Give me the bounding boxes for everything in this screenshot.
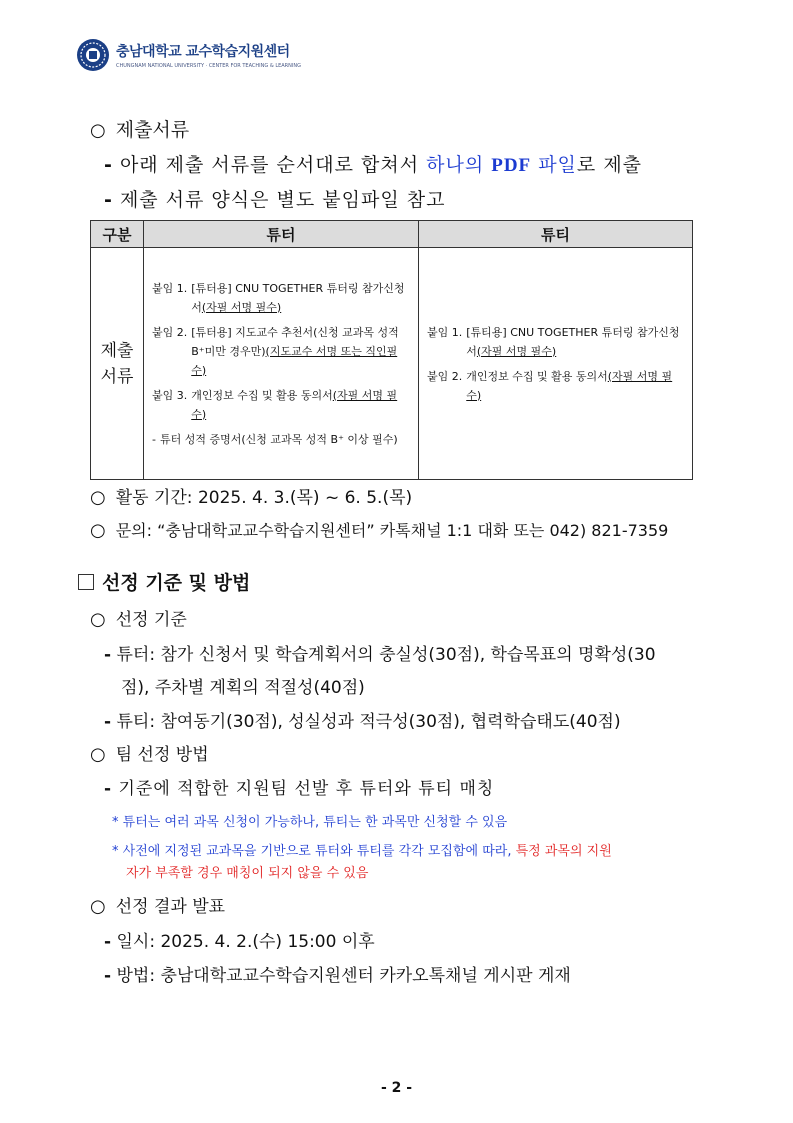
page-number: - 2 - xyxy=(380,1080,413,1096)
list-item: 붙임 3. 개인정보 수집 및 활용 동의서(자필 서명 필수) xyxy=(152,388,398,421)
criteria-heading-line: ○ 선정 기준 xyxy=(90,609,187,630)
section-title: 선정 기준 및 방법 xyxy=(102,572,251,594)
list-item: - 튜터 성적 증명서(신청 교과목 성적 B⁺ 이상 필수) xyxy=(152,432,398,446)
team-heading-line: ○ 팀 선정 방법 xyxy=(90,744,209,765)
result-heading: 선정 결과 발표 xyxy=(115,897,226,917)
result-method-line: - 방법: 충남대학교교수학습지원센터 카카오톡채널 게시판 게재 xyxy=(104,966,571,986)
note-2-continued: 자가 부족할 경우 매칭이 되지 않을 수 있음 xyxy=(126,866,369,881)
col-header-tutee: 튜티 xyxy=(419,221,693,248)
submission-table xyxy=(90,220,693,480)
university-emblem-icon xyxy=(76,38,110,72)
tutor-criteria-line-2: 점), 주차별 계획의 적절성(40점) xyxy=(121,678,365,698)
contact-line: ○ 문의: “충남대학교교수학습지원센터” 카톡채널 1:1 대화 또는 042) 821-7359 xyxy=(90,520,669,541)
team-line: - 기준에 적합한 지원팀 선발 후 튜터와 튜티 매칭 xyxy=(104,779,495,799)
tutee-criteria-line: - 튜티: 참여동기(30점), 성실성과 적극성(30점), 협력학습태도(40점) xyxy=(104,712,621,732)
contact-info: 문의: “충남대학교교수학습지원센터” 카톡채널 1:1 대화 또는 042) 821-7359 xyxy=(115,521,669,540)
list-item: 붙임 2. [튜터용] 지도교수 추천서(신청 교과목 성적 B⁺미만 경우만)(지도교수 서명 또는 직인필수) xyxy=(152,325,399,377)
tutor-criteria-line-1: - 튜터: 참가 신청서 및 학습계획서의 충실성(30점), 학습목표의 명확성(30 xyxy=(104,645,656,665)
submission-line-2: - 제출 서류 양식은 별도 붙임파일 참고 xyxy=(104,189,446,211)
activity-period-line: ○ 활동 기간: 2025. 4. 3.(목) ~ 6. 5.(목) xyxy=(90,487,413,508)
tutor-documents-cell xyxy=(144,248,419,480)
note-1: * 튜터는 여러 과목 신청이 가능하나, 튜티는 한 과목만 신청할 수 있음 xyxy=(112,815,508,830)
col-header-category: 구분 xyxy=(91,221,144,248)
row-label: 제출 서류 xyxy=(91,248,144,480)
section-title-line xyxy=(78,568,250,595)
submission-heading: 제출서류 xyxy=(115,119,190,141)
list-item: 붙임 1. [튜터용] CNU TOGETHER 튜터링 참가신청서(자필 서명 필수) xyxy=(152,281,405,314)
criteria-heading: 선정 기준 xyxy=(115,610,187,630)
circle-bullet: ○ xyxy=(90,120,106,141)
tutee-documents-cell xyxy=(419,248,693,480)
col-header-tutor: 튜터 xyxy=(144,221,419,248)
result-heading-line: ○ 선정 결과 발표 xyxy=(90,896,226,917)
header-logo xyxy=(76,38,301,72)
list-item: 붙임 2. 개인정보 수집 및 활용 동의서(자필 서명 필수) xyxy=(427,369,673,402)
logo-title: 충남대학교 교수학습지원센터 xyxy=(116,44,290,60)
logo-subtitle: CHUNGNAM NATIONAL UNIVERSITY · CENTER FOR TEACHING & LEARNING xyxy=(116,63,301,69)
result-date-line: - 일시: 2025. 4. 2.(수) 15:00 이후 xyxy=(104,932,375,952)
list-item: 붙임 1. [튜티용] CNU TOGETHER 튜터링 참가신청서(자필 서명 필수) xyxy=(427,325,680,358)
activity-period: 활동 기간: 2025. 4. 3.(목) ~ 6. 5.(목) xyxy=(115,488,413,508)
square-bullet-icon xyxy=(78,574,94,590)
table-row xyxy=(91,248,693,480)
note-2: * 사전에 지정된 교과목을 기반으로 튜터와 튜티를 각각 모집함에 따라, 특정 과목의 지원 xyxy=(112,844,612,859)
table-header-row xyxy=(91,221,693,248)
submission-line-1: - 아래 제출 서류를 순서대로 합쳐서 하나의 PDF 파일로 제출 xyxy=(104,154,643,176)
submission-heading-line xyxy=(90,115,189,142)
team-heading: 팀 선정 방법 xyxy=(115,745,209,765)
